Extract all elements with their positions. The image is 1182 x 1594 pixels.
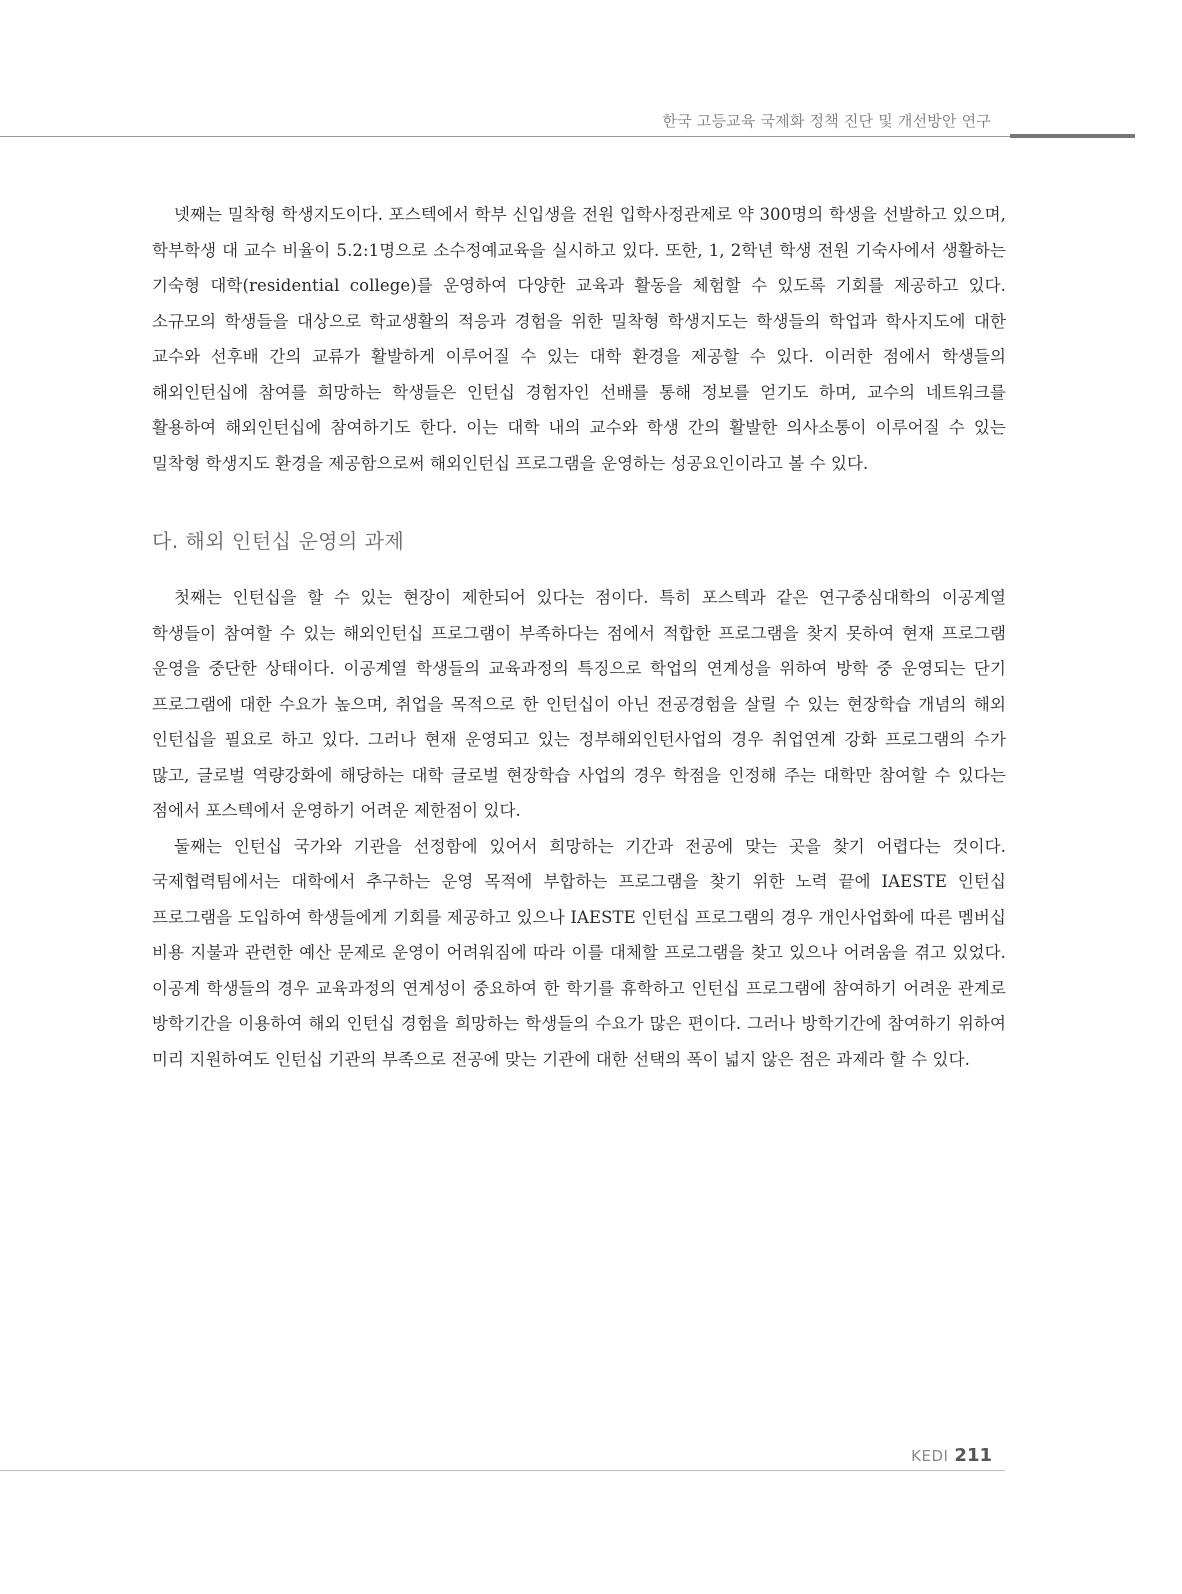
paragraph-fourth: 넷째는 밀착형 학생지도이다. 포스텍에서 학부 신입생을 전원 입학사정관제로 약 300명의 학생을 선발하고 있으며, 학부학생 대 교수 비율이 5.2:1명으로 소수정예교육을 실시하고 있다. 또한, 1, 2학년 학생 전원 기숙사에서 생활하는 기숙형 대학(residential college)를 운영하여 다양한 교육과 활동을 체험할 수 있도록 기회를 제공하고 있다. 소규모의 학생들을 대상으로 학교생활의 적응과 경험을 위한 밀착형 학생지도는 학생들의 학업과 학사지도에 대한 교수와 선후배 간의 교류가 활발하게 이루어질 수 있는 대학 환경을 제공할 수 있다. 이러한 점에서 학생들의 해외인턴십에 참여를 희망하는 학생들은 인턴십 경험자인 선배를 통해 정보를 얻기도 하며, 교수의 네트워크를 활용하여 해외인턴십에 참여하기도 한다. 이는 대학 내의 교수와 학생 간의 활발한 의사소통이 이루어질 수 있는 밀착형 학생지도 환경을 제공함으로써 해외인턴십 프로그램을 운영하는 성공요인이라고 볼 수 있다. (152, 205, 1006, 473)
footer-rule (0, 1470, 1005, 1471)
running-head-title: 한국 고등교육 국제화 정책 진단 및 개선방안 연구 (662, 112, 991, 130)
header-rule-accent (1010, 134, 1135, 138)
body-text (152, 197, 1006, 1077)
section-heading: 다. 해외 인턴십 운영의 과제 (152, 529, 405, 553)
paragraph-second-challenge: 둘째는 인턴십 국가와 기관을 선정함에 있어서 희망하는 기간과 전공에 맞는 곳을 찾기 어렵다는 것이다. 국제협력팀에서는 대학에서 추구하는 운영 목적에 부합하는 프로그램을 찾기 위한 노력 끝에 IAESTE 인턴십 프로그램을 도입하여 학생들에게 기회를 제공하고 있으나 IAESTE 인턴십 프로그램의 경우 개인사업화에 따른 멤버십 비용 지불과 관련한 예산 문제로 운영이 어려워짐에 따라 이를 대체할 프로그램을 찾고 있으나 어려움을 겪고 있었다. 이공계 학생들의 경우 교육과정의 연계성이 중요하여 한 학기를 휴학하고 인턴십 프로그램에 참여하기 어려운 관계로 방학기간을 이용하여 해외 인턴십 경험을 희망하는 학생들의 수요가 많은 편이다. 그러나 방학기간에 참여하기 위하여 미리 지원하여도 인턴십 기관의 부족으로 전공에 맞는 기관에 대한 선택의 폭이 넓지 않은 점은 과제라 할 수 있다. (152, 836, 1006, 1069)
publisher-label: KEDI (911, 1447, 949, 1465)
page-footer (911, 1445, 992, 1466)
page-number: 211 (954, 1445, 992, 1466)
header-rule (0, 136, 1012, 137)
paragraph-first-challenge: 첫째는 인턴십을 할 수 있는 현장이 제한되어 있다는 점이다. 특히 포스텍과 같은 연구중심대학의 이공계열 학생들이 참여할 수 있는 해외인턴십 프로그램이 부족하다는 점에서 적합한 프로그램을 찾지 못하여 현재 프로그램 운영을 중단한 상태이다. 이공계열 학생들의 교육과정의 특징으로 학업의 연계성을 위하여 방학 중 운영되는 단기 프로그램에 대한 수요가 높으며, 취업을 목적으로 한 인턴십이 아닌 전공경험을 살릴 수 있는 현장학습 개념의 해외 인턴십을 필요로 하고 있다. 그러나 현재 운영되고 있는 정부해외인턴사업의 경우 취업연계 강화 프로그램의 수가 많고, 글로벌 역량강화에 해당하는 대학 글로벌 현장학습 사업의 경우 학점을 인정해 주는 대학만 참여할 수 있다는 점에서 포스텍에서 운영하기 어려운 제한점이 있다. (152, 588, 1006, 820)
